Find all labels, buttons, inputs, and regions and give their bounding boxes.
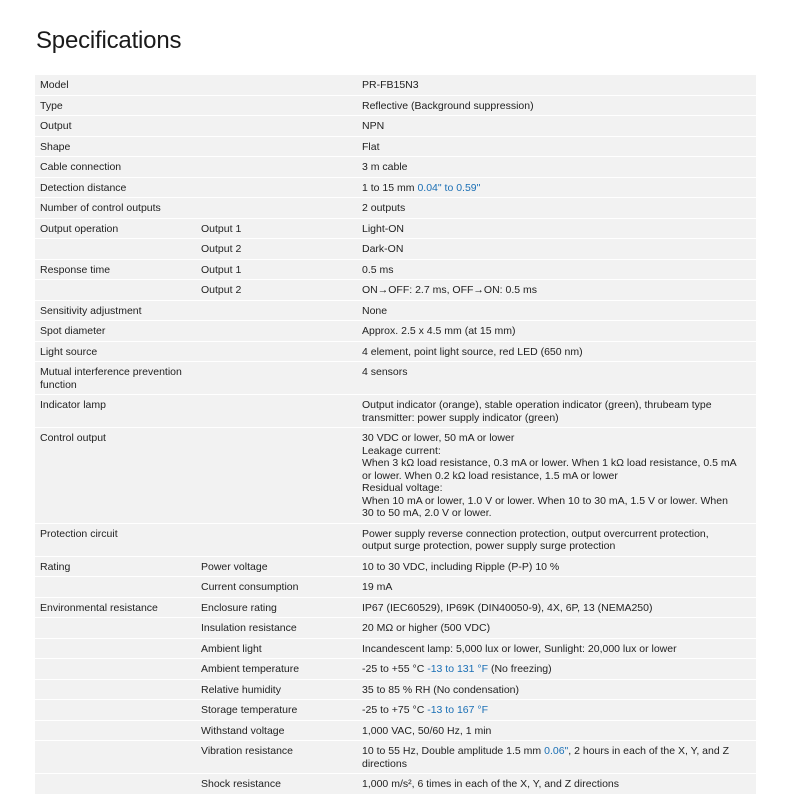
spec-row	[35, 395, 756, 428]
spec-row	[35, 721, 756, 742]
spec-value	[357, 362, 756, 394]
value-text: Approx. 2.5 x 4.5 mm (at 15 mm)	[362, 325, 516, 337]
value-text: 19 mA	[362, 581, 393, 593]
spec-name	[35, 577, 196, 597]
spec-value	[357, 137, 756, 157]
imperial-value: -13 to 131 °F	[427, 663, 489, 675]
spec-value	[357, 557, 756, 577]
spec-name	[35, 618, 196, 638]
spec-name: Output operation	[40, 222, 119, 235]
spec-row	[35, 639, 756, 660]
spec-name: Number of control outputs	[40, 202, 161, 214]
spec-name	[35, 741, 196, 773]
spec-value	[357, 239, 756, 259]
spec-row	[35, 598, 756, 619]
value-text: 35 to 85 % RH (No condensation)	[362, 683, 520, 696]
spec-subname: Output 2	[201, 284, 242, 296]
value-text: 3 m cable	[362, 161, 408, 173]
spec-value	[357, 428, 756, 523]
spec-name	[35, 659, 196, 679]
imperial-value: 0.04" to 0.59"	[417, 181, 481, 194]
spec-value	[357, 219, 756, 239]
spec-value	[357, 524, 756, 556]
value-text: Incandescent lamp: 5,000 lux or lower, Sunlight: 20,000 lux or lower	[362, 642, 677, 655]
spec-name: Spot diameter	[40, 325, 106, 337]
spec-subname	[196, 137, 357, 157]
value-text: Light-ON	[362, 222, 405, 235]
spec-name: Light source	[40, 345, 98, 358]
spec-row	[35, 680, 756, 701]
spec-value	[357, 260, 756, 280]
spec-value	[357, 116, 756, 136]
spec-name	[35, 721, 196, 741]
spec-row	[35, 362, 756, 395]
spec-value	[357, 639, 756, 659]
spec-row	[35, 260, 756, 281]
spec-subname: Enclosure rating	[201, 601, 277, 614]
spec-subname	[196, 342, 357, 362]
spec-value	[357, 598, 756, 618]
spec-subname: Relative humidity	[201, 683, 281, 696]
spec-subname: Output 2	[201, 243, 242, 255]
spec-subname: Ambient temperature	[201, 663, 300, 675]
value-text: 20 MΩ or higher (500 VDC)	[362, 622, 491, 634]
spec-value	[357, 280, 756, 300]
imperial-value: -13 to 167 °F	[427, 704, 489, 716]
value-text: 4 element, point light source, red LED (650 nm)	[362, 345, 583, 358]
value-text: Reflective (Background suppression)	[362, 99, 534, 112]
spec-subname	[196, 301, 357, 321]
spec-table	[35, 75, 756, 794]
spec-row	[35, 137, 756, 158]
spec-subname: Output 1	[201, 222, 242, 235]
spec-name: Sensitivity adjustment	[40, 304, 142, 317]
spec-row	[35, 301, 756, 322]
value-text: 0.5 ms	[362, 263, 394, 276]
value-text: 1 to 15 mm	[362, 181, 418, 194]
value-text: 30 VDC or lower, 50 mA or lower Leakage current: When 3 kΩ load resistance, 0.3 mA or lower. When 1 kΩ load resistance, 0.5 mA or lower. When 0.2 kΩ load resistance, 1.5 mA or lower Residual voltage: When 10 mA or lower, 1.0 V or lower. When 10 to 30 mA, 1.5 V or lower. When 30 to 50 mA, 2.0 V or lower.	[362, 432, 737, 519]
spec-row	[35, 577, 756, 598]
spec-subname: Insulation resistance	[201, 622, 297, 634]
spec-row	[35, 524, 756, 557]
value-text: -25 to +75 °C	[362, 704, 428, 716]
spec-subname: Power voltage	[201, 560, 268, 573]
value-text: Flat	[362, 140, 380, 153]
spec-value	[357, 741, 756, 773]
spec-row	[35, 741, 756, 774]
spec-subname: Output 1	[201, 263, 242, 276]
spec-name: Model	[40, 79, 69, 91]
spec-value	[357, 75, 756, 95]
spec-name: Detection distance	[40, 181, 127, 194]
page-title: Specifications	[36, 27, 182, 54]
spec-subname: Current consumption	[201, 581, 299, 593]
spec-subname	[196, 157, 357, 177]
spec-value	[357, 721, 756, 741]
spec-subname: Vibration resistance	[201, 745, 294, 757]
spec-name: Output	[40, 120, 72, 132]
value-text: Power supply reverse connection protection, output overcurrent protection, output surge protection, power supply surge protection	[362, 527, 709, 552]
spec-value	[357, 198, 756, 218]
spec-value	[357, 774, 756, 794]
spec-subname	[196, 75, 357, 95]
spec-row	[35, 700, 756, 721]
spec-subname: Ambient light	[201, 642, 262, 655]
spec-row	[35, 75, 756, 96]
spec-name: Indicator lamp	[40, 399, 106, 411]
spec-name: Cable connection	[40, 161, 122, 173]
spec-row	[35, 157, 756, 178]
spec-subname: Withstand voltage	[201, 724, 285, 737]
spec-row	[35, 96, 756, 117]
value-text: -25 to +55 °C	[362, 663, 428, 675]
spec-row	[35, 116, 756, 137]
spec-row	[35, 198, 756, 219]
spec-row	[35, 557, 756, 578]
spec-name: Mutual interference prevention function	[40, 366, 185, 391]
imperial-value: 0.06"	[544, 745, 569, 757]
value-text: IP67 (IEC60529), IP69K (DIN40050-9), 4X, 6P, 13 (NEMA250)	[362, 601, 653, 614]
spec-subname	[196, 428, 357, 523]
value-text: 1,000 VAC, 50/60 Hz, 1 min	[362, 724, 492, 737]
spec-value	[357, 342, 756, 362]
spec-value	[357, 178, 756, 198]
spec-value	[357, 395, 756, 427]
spec-row	[35, 280, 756, 301]
value-text: 4 sensors	[362, 366, 408, 378]
spec-row	[35, 178, 756, 199]
value-text: Output indicator (orange), stable operation indicator (green), thrubeam type transmitter: power supply indicator (green)	[362, 399, 712, 424]
value-text: None	[362, 304, 388, 317]
spec-value	[357, 157, 756, 177]
spec-row	[35, 219, 756, 240]
value-text: 1,000 m/s², 6 times in each of the X, Y, and Z directions	[362, 778, 619, 790]
value-text: NPN	[362, 120, 385, 132]
spec-name	[35, 700, 196, 720]
spec-subname	[196, 395, 357, 427]
spec-name: Environmental resistance	[40, 601, 158, 614]
spec-value	[357, 680, 756, 700]
value-text: , 2 hours in each of the X, Y, and Z directions	[362, 745, 730, 770]
spec-subname	[196, 178, 357, 198]
value-text: PR-FB15N3	[362, 79, 419, 91]
value-text: ON→OFF: 2.7 ms, OFF→ON: 0.5 ms	[362, 284, 538, 296]
spec-name: Shape	[40, 140, 71, 153]
spec-name: Control output	[40, 432, 106, 444]
spec-subname	[196, 198, 357, 218]
value-text: 2 outputs	[362, 202, 406, 214]
value-text: 10 to 55 Hz, Double amplitude 1.5 mm	[362, 745, 545, 757]
spec-name: Type	[40, 99, 63, 112]
spec-name	[35, 280, 196, 300]
spec-subname	[196, 524, 357, 556]
spec-row	[35, 321, 756, 342]
spec-value	[357, 96, 756, 116]
spec-subname	[196, 321, 357, 341]
value-text: (No freezing)	[488, 663, 552, 675]
spec-value	[357, 577, 756, 597]
spec-name	[35, 680, 196, 700]
spec-name	[35, 639, 196, 659]
spec-value	[357, 301, 756, 321]
spec-value	[357, 618, 756, 638]
spec-row	[35, 342, 756, 363]
spec-row	[35, 774, 756, 794]
spec-value	[357, 321, 756, 341]
spec-subname: Shock resistance	[201, 778, 281, 790]
spec-subname	[196, 116, 357, 136]
spec-name	[35, 774, 196, 794]
value-text: 10 to 30 VDC, including Ripple (P-P) 10 %	[362, 560, 560, 573]
value-text: Dark-ON	[362, 243, 404, 255]
spec-name: Protection circuit	[40, 527, 118, 540]
spec-name: Response time	[40, 263, 111, 276]
spec-row	[35, 239, 756, 260]
spec-name: Rating	[40, 560, 71, 573]
spec-row	[35, 659, 756, 680]
spec-value	[357, 700, 756, 720]
spec-subname	[196, 362, 357, 394]
spec-subname: Storage temperature	[201, 704, 298, 716]
spec-value	[357, 659, 756, 679]
spec-subname	[196, 96, 357, 116]
spec-row	[35, 428, 756, 524]
spec-row	[35, 618, 756, 639]
spec-name	[35, 239, 196, 259]
